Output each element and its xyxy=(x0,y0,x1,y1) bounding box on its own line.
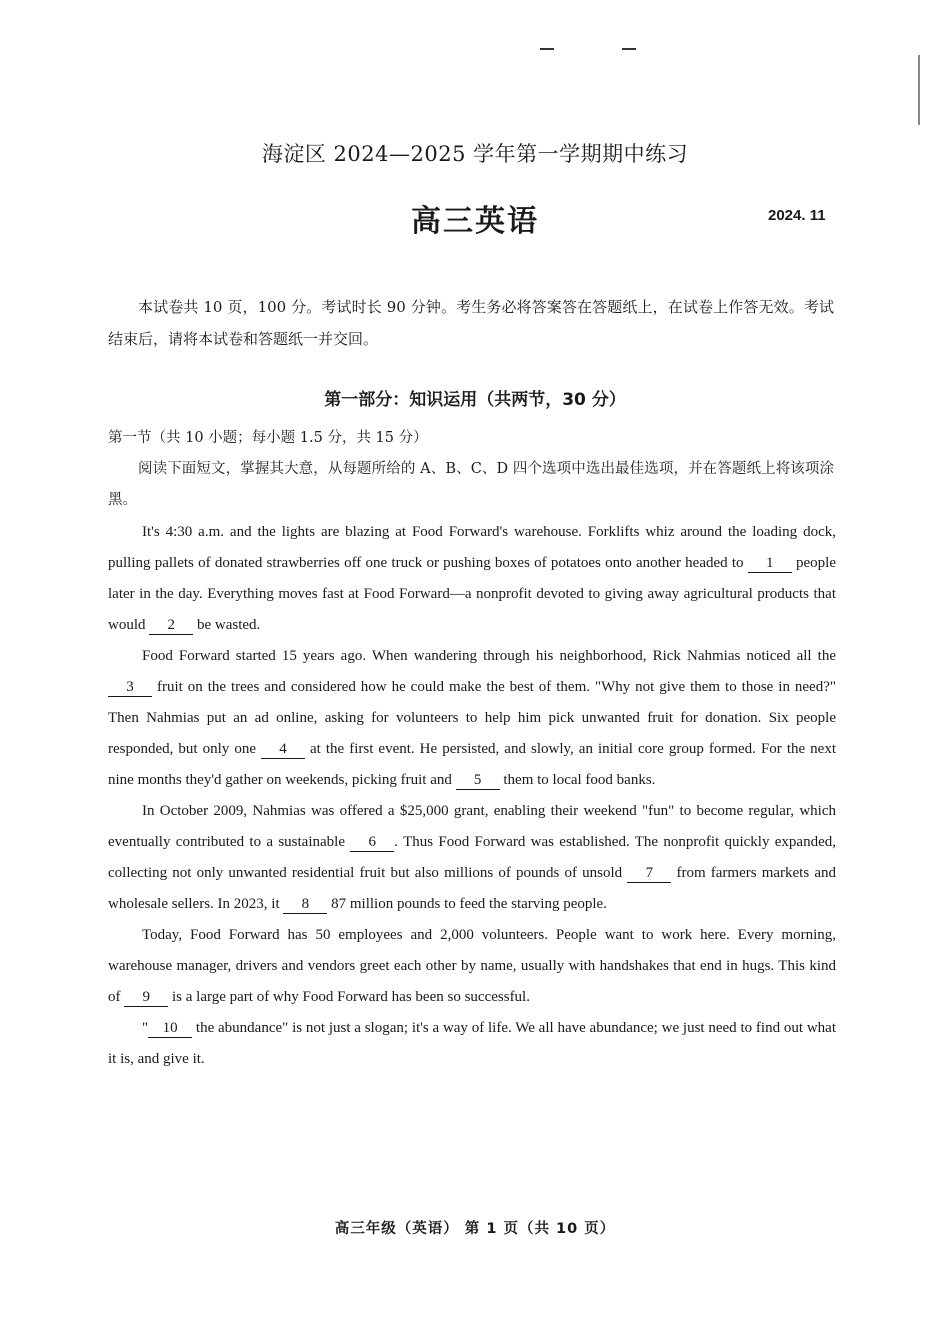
exam-title: 海淀区 2024—2025 学年第一学期期中练习 xyxy=(261,142,689,166)
blank-2: 2 xyxy=(149,616,193,635)
passage-paragraph-4: Today, Food Forward has 50 employees and 2,000 volunteers. People want to work here. Every morning, warehouse manager, drivers and vendors greet each other by name, usually with handshakes that end in hugs. This kind of 9 is a large part of why Food Forward has been so successful. xyxy=(108,927,836,1005)
blank-5: 5 xyxy=(456,771,500,790)
passage-paragraph-5: " 10 the abundance" is not just a slogan; it's a way of life. We all have abundance; we just need to find out what it is, and give it. xyxy=(108,1020,836,1067)
blank-10: 10 xyxy=(148,1019,192,1038)
blank-8: 8 xyxy=(283,895,327,914)
part-title: 第一部分：知识运用（共两节，30 分） xyxy=(324,390,626,410)
exam-instructions: 本试卷共 10 页，100 分。考试时长 90 分钟。考生务必将答案答在答题纸上，在试卷上作答无效。考试结束后，请将本试卷和答题纸一并交回。 xyxy=(108,298,834,348)
scan-mark-left xyxy=(540,48,554,50)
blank-9: 9 xyxy=(124,988,168,1007)
page-footer: 高三年级（英语） 第 1 页（共 10 页） xyxy=(334,1221,616,1237)
scan-mark-right xyxy=(622,48,636,50)
passage-paragraph-2: Food Forward started 15 years ago. When wandering through his neighborhood, Rick Nahmias noticed all the 3 fruit on the trees and considered how he could make the best of them. "Why not give them to those in need?" Then Nahmias put an ad online, asking for volunteers to help him pick unwanted fruit for donation. Six people responded, but only one 4 at the first event. He persisted, and slowly, an initial core group formed. For the next nine months they'd gather on weekends, picking fruit and 5 them to local food banks. xyxy=(108,648,836,788)
exam-subject: 高三英语 xyxy=(411,204,539,239)
cloze-passage xyxy=(108,517,836,1075)
passage-paragraph-1: It's 4:30 a.m. and the lights are blazing at Food Forward's warehouse. Forklifts whiz around the loading dock, pulling pallets of donated strawberries off one truck or pushing boxes of potatoes onto another headed to 1 people later in the day. Everything moves fast at Food Forward—a nonprofit devoted to giving away agricultural products that would 2 be wasted. xyxy=(108,524,836,633)
blank-6: 6 xyxy=(350,833,394,852)
section-directions: 阅读下面短文，掌握其大意，从每题所给的 A、B、C、D 四个选项中选出最佳选项，并在答题纸上将该项涂黑。 xyxy=(108,461,834,508)
blank-4: 4 xyxy=(261,740,305,759)
blank-3: 3 xyxy=(108,678,152,697)
section-title: 第一节（共 10 小题；每小题 1.5 分，共 15 分） xyxy=(108,430,428,446)
scan-edge-mark xyxy=(918,55,920,125)
exam-date: 2024. 11 xyxy=(768,207,826,224)
passage-paragraph-3: In October 2009, Nahmias was offered a $25,000 grant, enabling their weekend "fun" to become regular, which eventually contributed to a sustainable 6 . Thus Food Forward was established. The nonprofit quickly expanded, collecting not only unwanted residential fruit but also millions of pounds of unsold 7 from farmers markets and wholesale sellers. In 2023, it 8 87 million pounds to feed the starving people. xyxy=(108,803,837,912)
blank-7: 7 xyxy=(627,864,671,883)
blank-1: 1 xyxy=(748,554,792,573)
